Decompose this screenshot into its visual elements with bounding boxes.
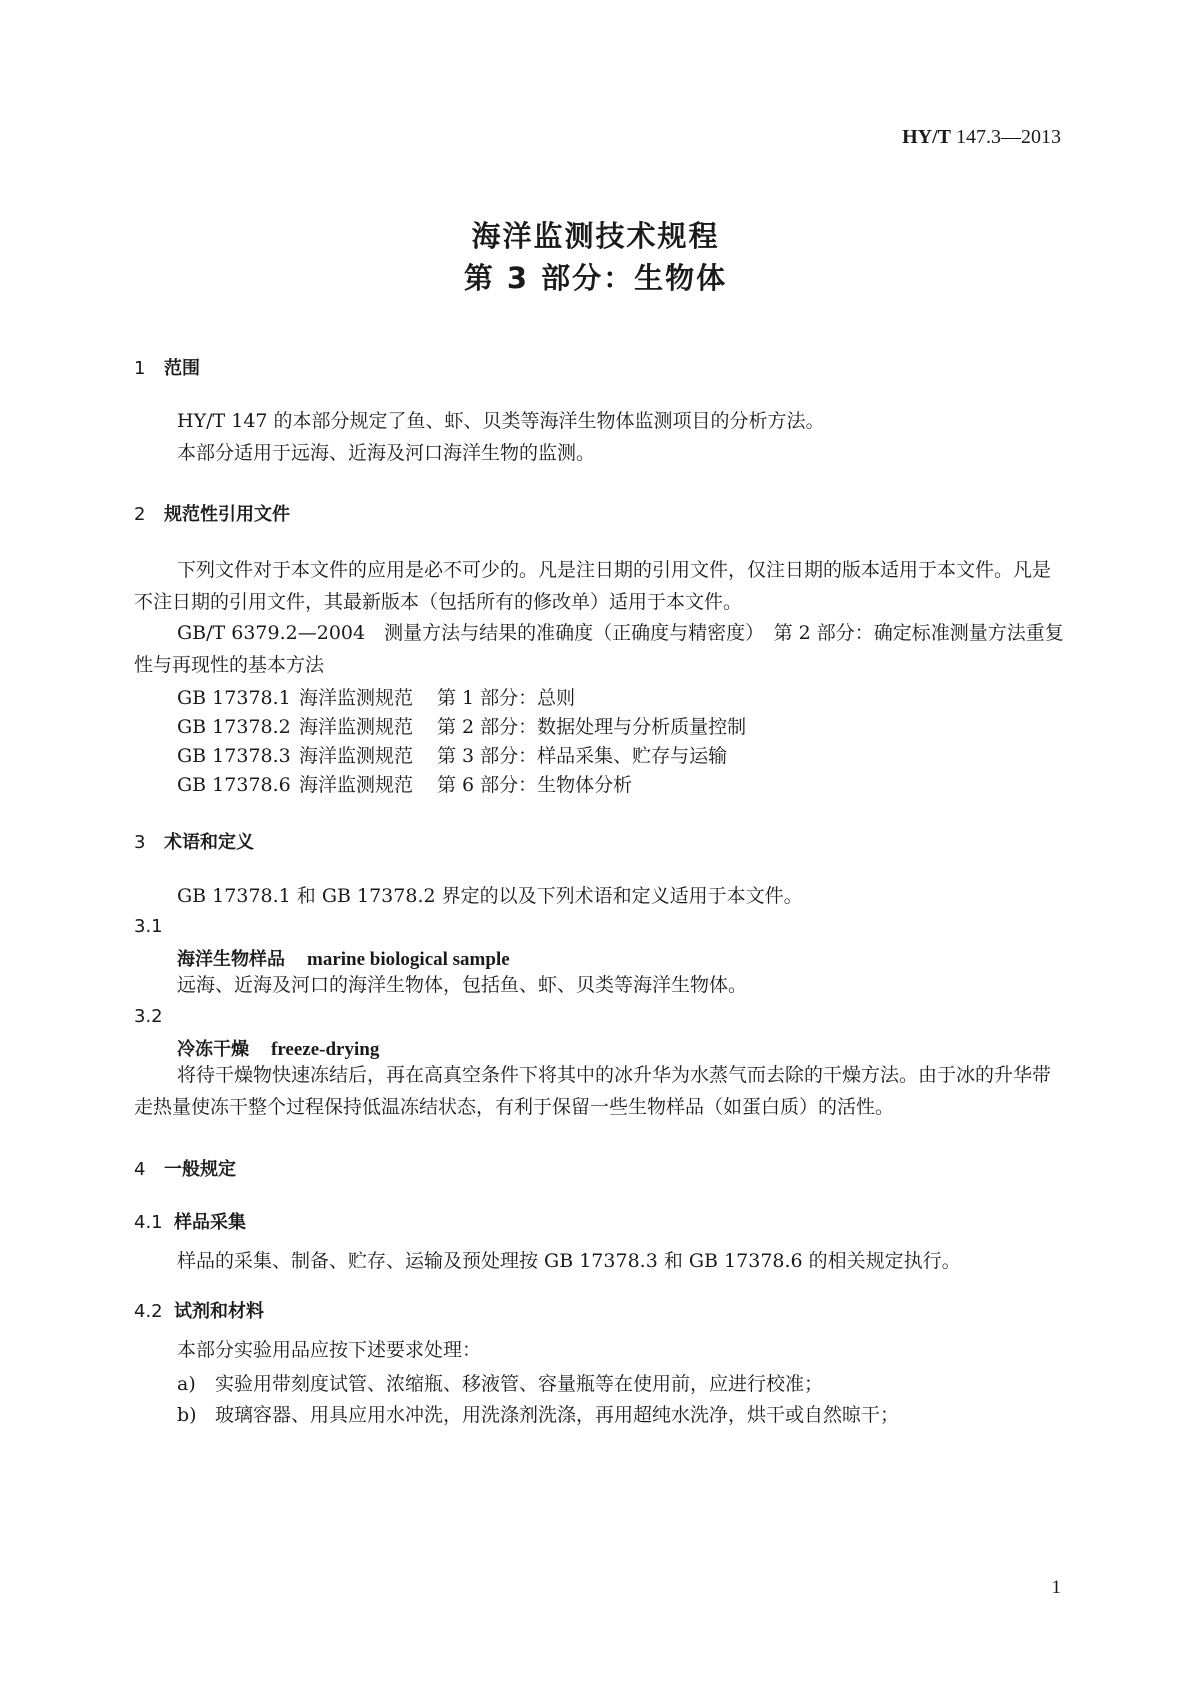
list-item [177, 1369, 823, 1396]
reference-name: 海洋监测规范 [299, 716, 414, 738]
term-heading [177, 945, 510, 971]
term-definition: 将待干燥物快速冻结后，再在高真空条件下将其中的冰升华为水蒸气而去除的干燥方法。由于冰的升华带走热量使冻干整个过程保持低温冻结状态，有利于保留一些生物样品（如蛋白质）的活性。 [134, 1064, 1052, 1118]
list-text: 实验用带刻度试管、浓缩瓶、移液管、容量瓶等在使用前，应进行校准； [215, 1373, 824, 1395]
reference-part: 第 6 部分：生物体分析 [437, 774, 633, 796]
subsection-4-2-heading [134, 1297, 264, 1323]
reference-item [177, 741, 727, 768]
section-number: 4.1 [134, 1212, 163, 1233]
reference-code: GB 17378.6 [177, 774, 291, 796]
section-1-heading [134, 354, 200, 380]
reference-code: GB 17378.2 [177, 716, 291, 738]
term-en: marine biological sample [307, 949, 510, 970]
reference-item [177, 770, 632, 797]
paragraph: GB 17378.1 和 GB 17378.2 界定的以及下列术语和定义适用于本文件。 [177, 885, 803, 907]
reference-part: 第 1 部分：总则 [437, 687, 576, 709]
section-title: 规范性引用文件 [164, 504, 290, 525]
section-number: 2 [134, 504, 146, 525]
reference-part: 第 3 部分：样品采集、贮存与运输 [437, 745, 728, 767]
paragraph: 本部分适用于远海、近海及河口海洋生物的监测。 [177, 442, 596, 464]
reference-name: 海洋监测规范 [299, 687, 414, 709]
section-4-heading [134, 1155, 236, 1181]
paragraph: 样品的采集、制备、贮存、运输及预处理按 GB 17378.3 和 GB 17378.6 的相关规定执行。 [177, 1250, 961, 1272]
reference-code: GB 17378.3 [177, 745, 291, 767]
page-number: 1 [1051, 1577, 1061, 1598]
reference-part: 第 2 部分：数据处理与分析质量控制 [437, 716, 747, 738]
document-subtitle: 第 3 部分：生物体 [463, 261, 728, 295]
reference-item [177, 712, 746, 739]
term-definition: 远海、近海及河口的海洋生物体，包括鱼、虾、贝类等海洋生物体。 [177, 974, 748, 996]
section-title: 试剂和材料 [174, 1301, 264, 1322]
paragraph: 本部分实验用品应按下述要求处理： [177, 1339, 482, 1361]
list-marker: a) [177, 1373, 196, 1395]
paragraph: 下列文件对于本文件的应用是必不可少的。凡是注日期的引用文件，仅注日期的版本适用于本文件。凡是不注日期的引用文件，其最新版本（包括所有的修改单）适用于本文件。 [134, 559, 1052, 613]
standard-prefix: HY/T [902, 126, 951, 148]
paragraph: GB/T 6379.2—2004 测量方法与结果的准确度（正确度与精密度） 第 2 部分：确定标准测量方法重复性与再现性的基本方法 [134, 622, 1064, 676]
term-number: 3.1 [134, 916, 163, 937]
section-2-heading [134, 500, 290, 526]
section-number: 1 [134, 358, 146, 379]
paragraph: HY/T 147 的本部分规定了鱼、虾、贝类等海洋生物体监测项目的分析方法。 [177, 410, 825, 432]
list-item [177, 1400, 899, 1427]
section-title: 样品采集 [174, 1212, 246, 1233]
section-title: 术语和定义 [164, 832, 254, 853]
section-title: 范围 [164, 358, 200, 379]
reference-name: 海洋监测规范 [299, 774, 414, 796]
list-marker: b) [177, 1404, 197, 1426]
section-number: 4 [134, 1159, 146, 1180]
reference-code: GB 17378.1 [177, 687, 291, 709]
standard-code: 147.3—2013 [956, 126, 1061, 148]
term-zh: 海洋生物样品 [177, 949, 285, 970]
section-3-heading [134, 828, 254, 854]
term-heading [177, 1035, 379, 1061]
term-zh: 冷冻干燥 [177, 1039, 249, 1060]
subsection-4-1-heading [134, 1208, 246, 1234]
reference-item [177, 683, 575, 710]
section-number: 3 [134, 832, 146, 853]
reference-name: 海洋监测规范 [299, 745, 414, 767]
standard-number [902, 126, 1061, 149]
section-title: 一般规定 [164, 1159, 236, 1180]
section-number: 4.2 [134, 1301, 163, 1322]
term-number: 3.2 [134, 1006, 163, 1027]
document-title: 海洋监测技术规程 [471, 219, 720, 253]
list-text: 玻璃容器、用具应用水冲洗，用洗涤剂洗涤，再用超纯水洗净，烘干或自然晾干； [215, 1404, 900, 1426]
term-en: freeze-drying [271, 1039, 380, 1060]
